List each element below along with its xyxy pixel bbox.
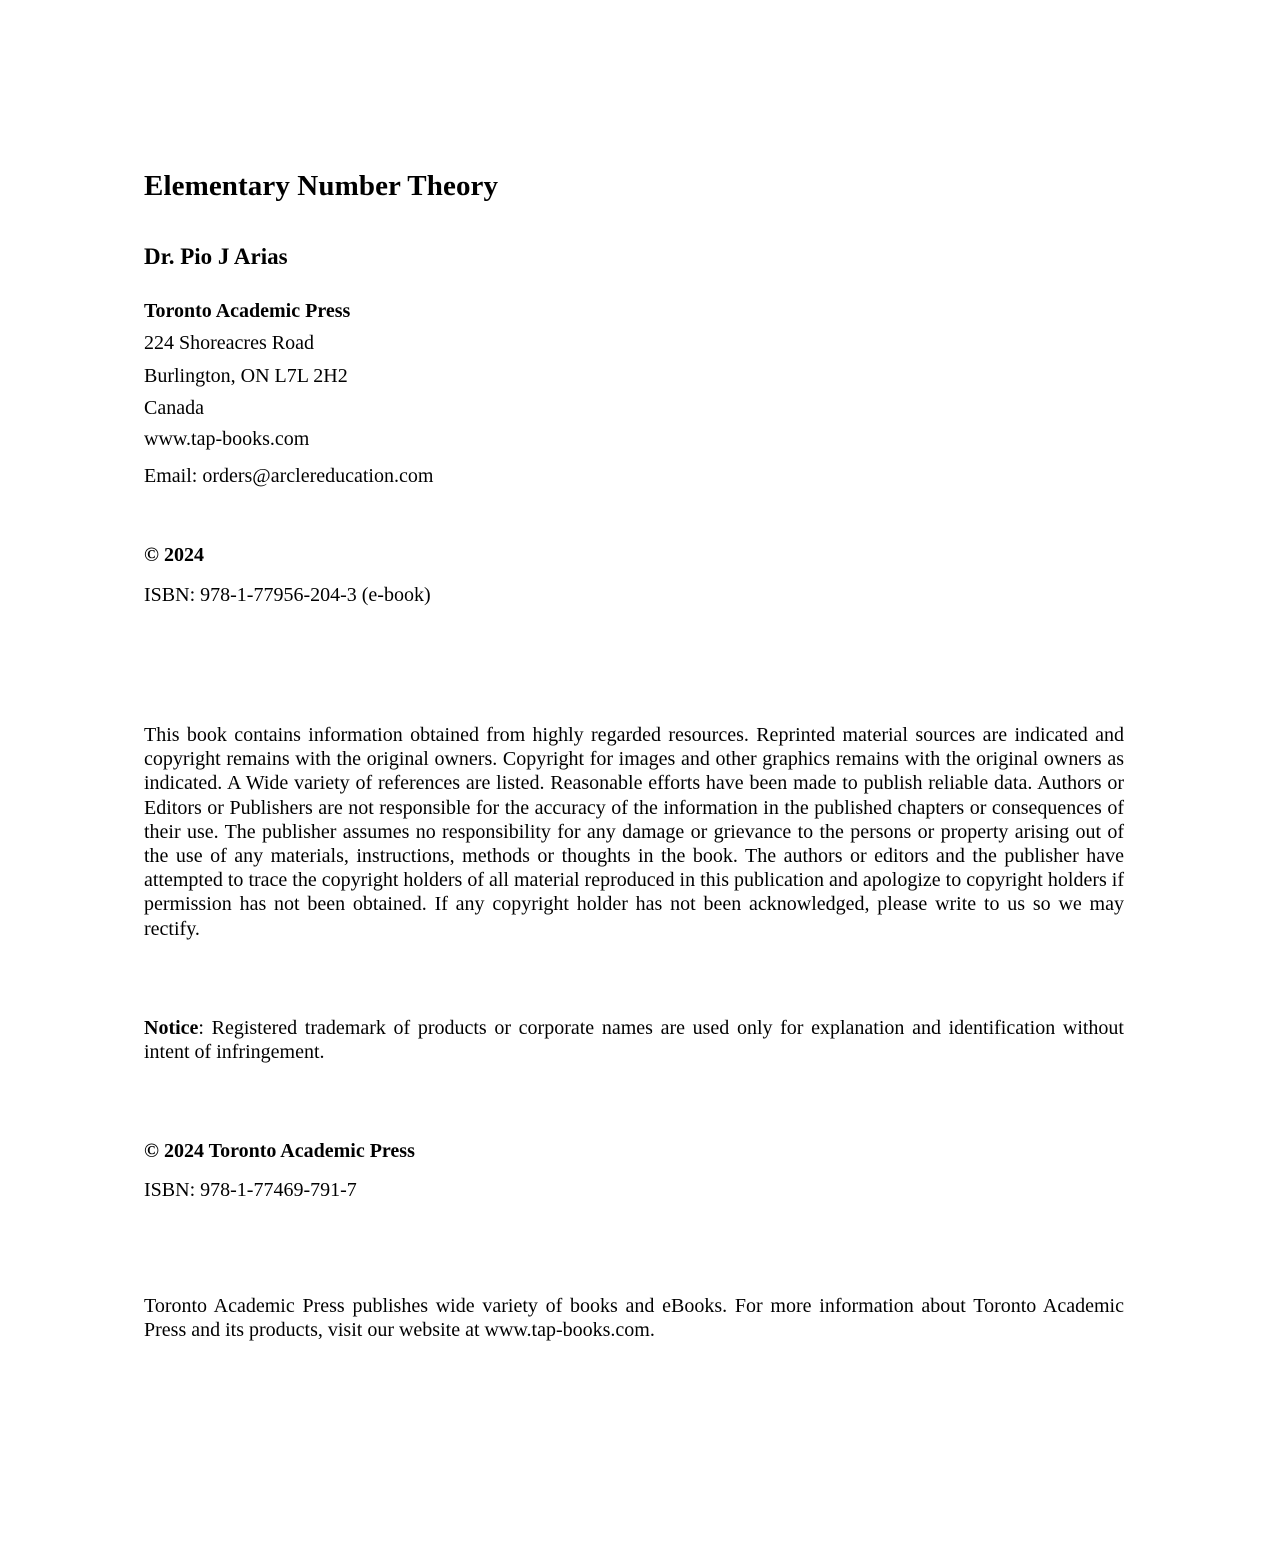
publisher-website[interactable]: www.tap-books.com (144, 428, 310, 450)
closing-paragraph: Toronto Academic Press publishes wide variety of books and eBooks. For more information about Toronto Academic Press and its products, visit our website at www.tap-books.com. (144, 1295, 1124, 1342)
notice-paragraph (144, 1016, 1124, 1064)
address-country: Canada (144, 397, 204, 419)
publisher-name: Toronto Academic Press (144, 300, 351, 322)
isbn-print: ISBN: 978-1-77469-791-7 (144, 1179, 357, 1201)
book-title: Elementary Number Theory (144, 170, 499, 202)
address-line-2: Burlington, ON L7L 2H2 (144, 365, 348, 387)
address-line-1: 224 Shoreacres Road (144, 332, 314, 354)
author-name: Dr. Pio J Arias (144, 244, 288, 269)
publisher-email[interactable]: Email: orders@arclereducation.com (144, 465, 434, 487)
isbn-ebook: ISBN: 978-1-77956-204-3 (e-book) (144, 584, 431, 606)
copyright-year: © 2024 (144, 544, 204, 566)
notice-text: : Registered trademark of products or corporate names are used only for explanation and identification without intent of infringement. (144, 1017, 1124, 1064)
disclaimer-paragraph: This book contains information obtained from highly regarded resources. Reprinted material sources are indicated and copyright remains with the original owners. Copyright for images and other graphics remains with the original owners as indicated. A Wide variety of references are listed. Reasonable efforts have been made to publish reliable data. Authors or Editors or Publishers are not responsible for the accuracy of the information in the published chapters or consequences of their use. The publisher assumes no responsibility for any damage or grievance to the persons or property arising out of the use of any materials, instructions, methods or thoughts in the book. The authors or editors and the publisher have attempted to trace the copyright holders of all material reproduced in this publication and apologize to copyright holders if permission has not been obtained. If any copyright holder has not been acknowledged, please write to us so we may rectify. (144, 724, 1124, 940)
copyright-publisher: © 2024 Toronto Academic Press (144, 1140, 415, 1162)
notice-label: Notice (144, 1017, 199, 1039)
